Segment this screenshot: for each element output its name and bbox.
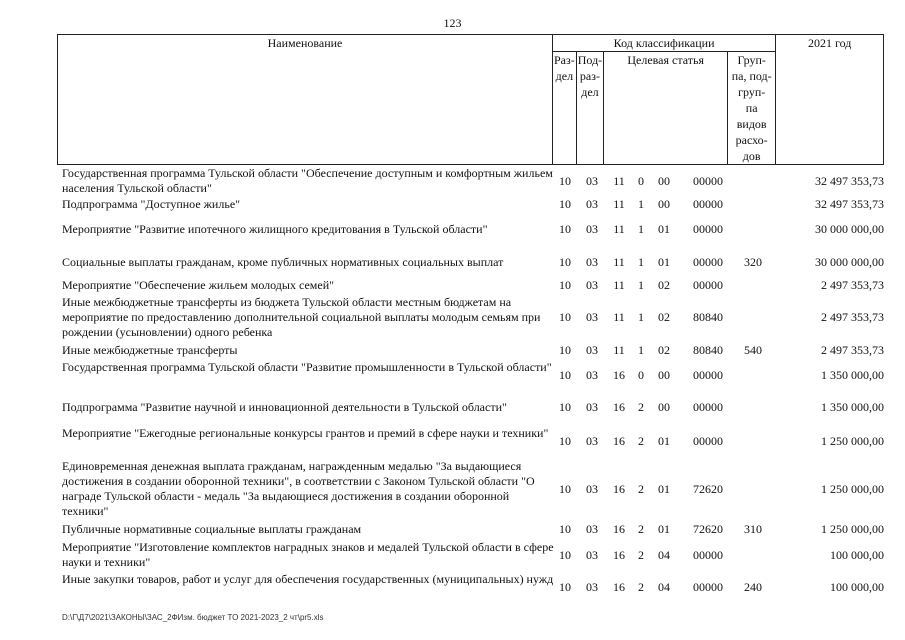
row-code-r: 10 <box>559 579 571 594</box>
row-code-v: 320 <box>744 255 762 269</box>
row-code-r: 10 <box>559 255 571 269</box>
row-code-p: 03 <box>586 400 598 414</box>
row-code-t4: 72620 <box>693 481 723 496</box>
row-code-t3: 01 <box>658 522 670 536</box>
row-code-t1: 11 <box>613 222 625 236</box>
row-code-t2: 2 <box>638 481 644 496</box>
row-code-t2: 2 <box>638 522 644 536</box>
row-code-t1: 11 <box>613 278 625 292</box>
row-code-t3: 00 <box>658 173 670 188</box>
row-code-t3: 00 <box>658 197 670 211</box>
page-number: 123 <box>443 16 462 30</box>
row-code-t2: 2 <box>638 433 644 448</box>
row-code-t4: 00000 <box>693 197 723 211</box>
row-code-t3: 01 <box>658 481 670 496</box>
row-code-t1: 16 <box>613 433 625 448</box>
row-amount: 2 497 353,73 <box>821 343 884 357</box>
row-code-p: 03 <box>586 197 598 211</box>
row-code-t3: 04 <box>658 579 670 594</box>
row-code-r: 10 <box>559 522 571 536</box>
row-amount: 1 250 000,00 <box>821 522 884 536</box>
row-amount: 2 497 353,73 <box>821 278 884 292</box>
row-code-p: 03 <box>586 222 598 236</box>
row-code-v: 240 <box>744 579 762 594</box>
row-code-p: 03 <box>586 579 598 594</box>
row-name: Государственная программа Тульской области "Обеспечение доступным и комфортным жильем населения Тульской области" <box>62 166 553 195</box>
row-amount: 2 497 353,73 <box>821 310 884 324</box>
row-name: Иные межбюджетные трансферты из бюджета Тульской области местным бюджетам на мероприятие по предоставлению дополнительной социальной выплаты молодым семьям при рождении (усыновлении) одного ребенка <box>62 295 541 339</box>
row-code-p: 03 <box>586 278 598 292</box>
header-podrazdel: Под- раз- дел <box>576 52 603 165</box>
header-vid: Груп- па, под- груп- па видов расхо- дов <box>728 52 776 165</box>
row-code-t3: 01 <box>658 255 670 269</box>
row-code-r: 10 <box>559 343 571 357</box>
row-amount: 1 250 000,00 <box>821 481 884 496</box>
row-amount: 100 000,00 <box>830 547 884 562</box>
row-code-t2: 2 <box>638 579 644 594</box>
row-code-t2: 1 <box>638 197 644 211</box>
row-code-t1: 16 <box>613 481 625 496</box>
row-name: Социальные выплаты гражданам, кроме публичных нормативных социальных выплат <box>62 255 504 269</box>
row-code-t4: 00000 <box>693 400 723 414</box>
row-code-t1: 16 <box>613 400 625 414</box>
row-name: Мероприятие "Развитие ипотечного жилищного кредитования в Тульской области" <box>62 222 488 236</box>
row-code-t4: 00000 <box>693 278 723 292</box>
row-code-r: 10 <box>559 433 571 448</box>
row-code-p: 03 <box>586 433 598 448</box>
row-code-t2: 1 <box>638 255 644 269</box>
row-code-t2: 1 <box>638 343 644 357</box>
row-code-t1: 11 <box>613 310 625 324</box>
row-amount: 100 000,00 <box>830 579 884 594</box>
row-code-t4: 80840 <box>693 310 723 324</box>
row-code-t1: 11 <box>613 173 625 188</box>
row-name: Государственная программа Тульской области "Развитие промышленности в Тульской области" <box>62 360 552 374</box>
row-name: Подпрограмма "Доступное жилье" <box>62 197 241 211</box>
row-code-t1: 16 <box>613 522 625 536</box>
row-amount: 1 350 000,00 <box>821 400 884 414</box>
row-code-t4: 00000 <box>693 547 723 562</box>
row-code-t1: 11 <box>613 343 625 357</box>
row-code-t4: 00000 <box>693 433 723 448</box>
row-code-p: 03 <box>586 367 598 382</box>
row-code-p: 03 <box>586 310 598 324</box>
row-code-t3: 01 <box>658 433 670 448</box>
row-code-t1: 16 <box>613 547 625 562</box>
row-code-t3: 00 <box>658 400 670 414</box>
header-target: Целевая статья <box>604 52 728 165</box>
file-path-footer: D:\Г\Д7\2021\ЗАКОНЫ\ЗАС_2ФИзм. бюджет ТО 2021-2023_2 чт\pr5.xls <box>62 613 324 622</box>
row-name: Мероприятие "Ежегодные региональные конкурсы грантов и премий в сфере науки и техники" <box>62 426 549 440</box>
row-code-t1: 16 <box>613 367 625 382</box>
row-code-r: 10 <box>559 547 571 562</box>
row-code-t2: 1 <box>638 310 644 324</box>
row-code-t1: 11 <box>613 197 625 211</box>
row-code-t4: 72620 <box>693 522 723 536</box>
row-amount: 1 350 000,00 <box>821 367 884 382</box>
row-code-t3: 01 <box>658 222 670 236</box>
row-code-r: 10 <box>559 173 571 188</box>
row-name: Мероприятие "Изготовление комплектов наградных знаков и медалей Тульской области в сфере науки и техники" <box>62 540 554 569</box>
row-amount: 30 000 000,00 <box>815 255 884 269</box>
row-code-t2: 1 <box>638 278 644 292</box>
row-amount: 32 497 353,73 <box>815 197 884 211</box>
row-name: Иные межбюджетные трансферты <box>62 343 238 357</box>
row-code-t4: 00000 <box>693 222 723 236</box>
row-code-r: 10 <box>559 367 571 382</box>
row-code-t3: 02 <box>658 310 670 324</box>
row-code-p: 03 <box>586 481 598 496</box>
header-name: Наименование <box>58 35 553 165</box>
row-code-r: 10 <box>559 310 571 324</box>
row-code-t2: 1 <box>638 222 644 236</box>
row-code-p: 03 <box>586 255 598 269</box>
row-code-t2: 0 <box>638 173 644 188</box>
row-code-r: 10 <box>559 222 571 236</box>
row-code-p: 03 <box>586 173 598 188</box>
row-name: Единовременная денежная выплата гражданам, награжденным медалью "За выдающиеся достижения в создании оборонной техники", в соответствии с Законом Тульской области "О награде Тульской области - медаль "За выдающиеся достижения в создании оборонной техники" <box>62 459 535 518</box>
row-code-p: 03 <box>586 522 598 536</box>
header-year: 2021 год <box>776 35 884 165</box>
row-code-t4: 00000 <box>693 367 723 382</box>
row-code-r: 10 <box>559 400 571 414</box>
row-amount: 32 497 353,73 <box>815 173 884 188</box>
row-code-r: 10 <box>559 278 571 292</box>
row-name: Подпрограмма "Развитие научной и инновационной деятельности в Тульской области" <box>62 400 507 414</box>
row-code-r: 10 <box>559 197 571 211</box>
row-code-t1: 16 <box>613 579 625 594</box>
row-code-t1: 11 <box>613 255 625 269</box>
row-code-t3: 02 <box>658 343 670 357</box>
row-name: Мероприятие "Обеспечение жильем молодых семей" <box>62 278 335 292</box>
row-amount: 1 250 000,00 <box>821 433 884 448</box>
row-code-t4: 00000 <box>693 579 723 594</box>
row-code-t4: 00000 <box>693 173 723 188</box>
row-code-v: 310 <box>744 522 762 536</box>
row-code-v: 540 <box>744 343 762 357</box>
header-razdel: Раз- дел <box>553 52 577 165</box>
row-code-t2: 0 <box>638 367 644 382</box>
row-code-t2: 2 <box>638 400 644 414</box>
row-code-t4: 80840 <box>693 343 723 357</box>
row-code-p: 03 <box>586 343 598 357</box>
row-code-t3: 02 <box>658 278 670 292</box>
row-code-t3: 04 <box>658 547 670 562</box>
row-code-t2: 2 <box>638 547 644 562</box>
row-amount: 30 000 000,00 <box>815 222 884 236</box>
header-code-group: Код классификации <box>553 35 776 52</box>
row-code-r: 10 <box>559 481 571 496</box>
row-code-t4: 00000 <box>693 255 723 269</box>
row-code-t3: 00 <box>658 367 670 382</box>
row-code-p: 03 <box>586 547 598 562</box>
row-name: Иные закупки товаров, работ и услуг для обеспечения государственных (муниципальных) нужд <box>62 572 554 586</box>
row-name: Публичные нормативные социальные выплаты гражданам <box>62 522 362 536</box>
